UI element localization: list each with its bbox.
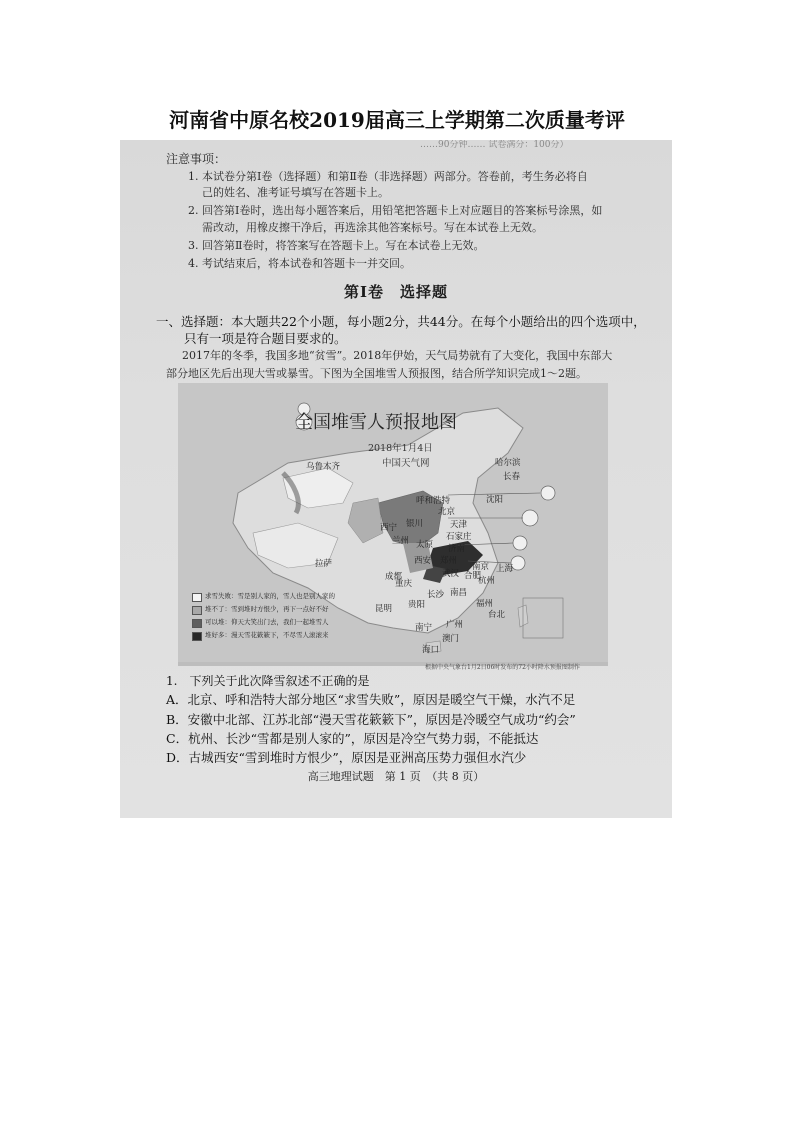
city-label: 西宁 — [380, 523, 398, 533]
city-label: 合肥 — [464, 571, 482, 581]
passage-line: 部分地区先后出现大雪或暴雪。下图为全国堆雪人预报图，结合所学知识完成1～2题。 — [166, 367, 587, 380]
header-cut-text: ……90分钟…… 试卷满分：100分） — [420, 140, 569, 148]
notice-line: 2. 回答第Ⅰ卷时，选出每小题答案后，用铅笔把答题卡上对应题目的答案标号涂黑，如 — [188, 204, 603, 217]
question-option-b: B．安徽中北部、江苏北部“漫天雪花簌簌下”，原因是冷暖空气成功“约会” — [166, 712, 576, 727]
city-label: 重庆 — [395, 579, 413, 589]
question-option-a: A．北京、呼和浩特大部分地区“求雪失败”，原因是暖空气干燥，水汽不足 — [166, 692, 576, 707]
city-label: 台北 — [488, 610, 506, 620]
exam-photo — [120, 140, 672, 818]
city-label: 广州 — [446, 620, 464, 630]
legend-item — [192, 630, 357, 642]
legend-label: 堆好多：漫天雪花簌簌下，不尽雪人滚滚来 — [205, 631, 329, 639]
city-label: 昆明 — [375, 604, 393, 614]
city-label: 海口 — [422, 645, 440, 655]
notice-line: 己的姓名、准考证号填写在答题卡上。 — [202, 186, 389, 199]
legend-item — [192, 617, 357, 629]
city-label: 武汉 — [442, 569, 460, 579]
city-label: 郑州 — [440, 556, 458, 566]
city-label: 济南 — [448, 544, 466, 554]
legend-label: 堆不了：雪到堆时方恨少，再下一点好不好 — [205, 605, 329, 613]
map-title: 全国堆雪人预报地图 — [295, 412, 457, 433]
part-one-line: 只有一项是符合题目要求的。 — [184, 331, 347, 346]
city-label: 南京 — [472, 562, 490, 572]
city-label: 太原 — [416, 540, 434, 550]
passage-line: 2017年的冬季，我国多地“贫雪”。2018年伊始，天气局势就有了大变化，我国中东部大 — [182, 349, 613, 362]
city-label: 杭州 — [478, 576, 496, 586]
section-title: 第Ⅰ卷 选择题 — [343, 283, 449, 301]
map-source: 中国天气网 — [382, 458, 430, 469]
city-label: 澳门 — [442, 634, 460, 644]
legend-item — [192, 604, 357, 616]
part-one-line: 一、选择题：本大题共22个小题，每小题2分，共44分。在每个小题给出的四个选项中， — [156, 314, 646, 329]
city-label: 石家庄 — [446, 532, 472, 542]
city-label: 贵阳 — [408, 600, 426, 610]
map-legend — [192, 591, 357, 643]
question-option-d: D．古城西安“雪到堆时方恨少”，原因是亚洲高压势力强但水汽少 — [166, 750, 527, 765]
map-credit: 根据中央气象台1月2日06时发布的72小时降水预报图制作 — [425, 664, 580, 671]
notice-line: 1. 本试卷分第Ⅰ卷（选择题）和第Ⅱ卷（非选择题）两部分。答卷前，考生务必将自 — [188, 170, 588, 183]
page-footer: 高三地理试题 第 1 页 （共 8 页） — [307, 770, 485, 783]
page-title: 河南省中原名校2019届高三上学期第二次质量考评 — [169, 108, 625, 132]
city-label: 南宁 — [415, 623, 433, 633]
city-label: 天津 — [450, 520, 468, 530]
city-label: 西安 — [414, 556, 432, 566]
city-label: 拉萨 — [315, 559, 333, 569]
notice-line: 4. 考试结束后，将本试卷和答题卡一并交回。 — [188, 257, 411, 270]
notice-heading: 注意事项： — [166, 152, 227, 166]
city-label: 成都 — [385, 572, 403, 582]
city-label: 南昌 — [450, 588, 468, 598]
question-stem: 1. 下列关于此次降雪叙述不正确的是 — [166, 674, 370, 688]
city-label: 长沙 — [427, 590, 445, 600]
legend-item — [192, 591, 357, 603]
legend-label: 可以堆：仰天大笑出门去，我们一起堆雪人 — [205, 618, 329, 626]
legend-swatch — [192, 593, 202, 602]
city-label: 福州 — [476, 599, 494, 609]
city-label: 上海 — [496, 564, 514, 574]
legend-label: 求雪失败：雪是别人家的，雪人也是别人家的 — [205, 592, 335, 600]
city-label: 哈尔滨 — [495, 458, 521, 468]
city-label: 北京 — [438, 507, 456, 517]
city-label: 沈阳 — [486, 495, 504, 505]
notice-line: 需改动，用橡皮擦干净后，再选涂其他答案标号。写在本试卷上无效。 — [202, 221, 543, 234]
city-label: 呼和浩特 — [416, 496, 451, 506]
legend-swatch — [192, 632, 202, 641]
city-label: 银川 — [406, 519, 424, 529]
city-label: 乌鲁木齐 — [306, 462, 341, 472]
question-option-c: C．杭州、长沙“雪都是别人家的”，原因是冷空气势力弱，不能抵达 — [166, 731, 539, 746]
map-date: 2018年1月4日 — [368, 443, 433, 454]
legend-swatch — [192, 619, 202, 628]
notice-line: 3. 回答第Ⅱ卷时，将答案写在答题卡上。写在本试卷上无效。 — [188, 239, 485, 252]
city-label: 兰州 — [392, 536, 410, 546]
legend-swatch — [192, 606, 202, 615]
city-label: 长春 — [503, 472, 521, 482]
